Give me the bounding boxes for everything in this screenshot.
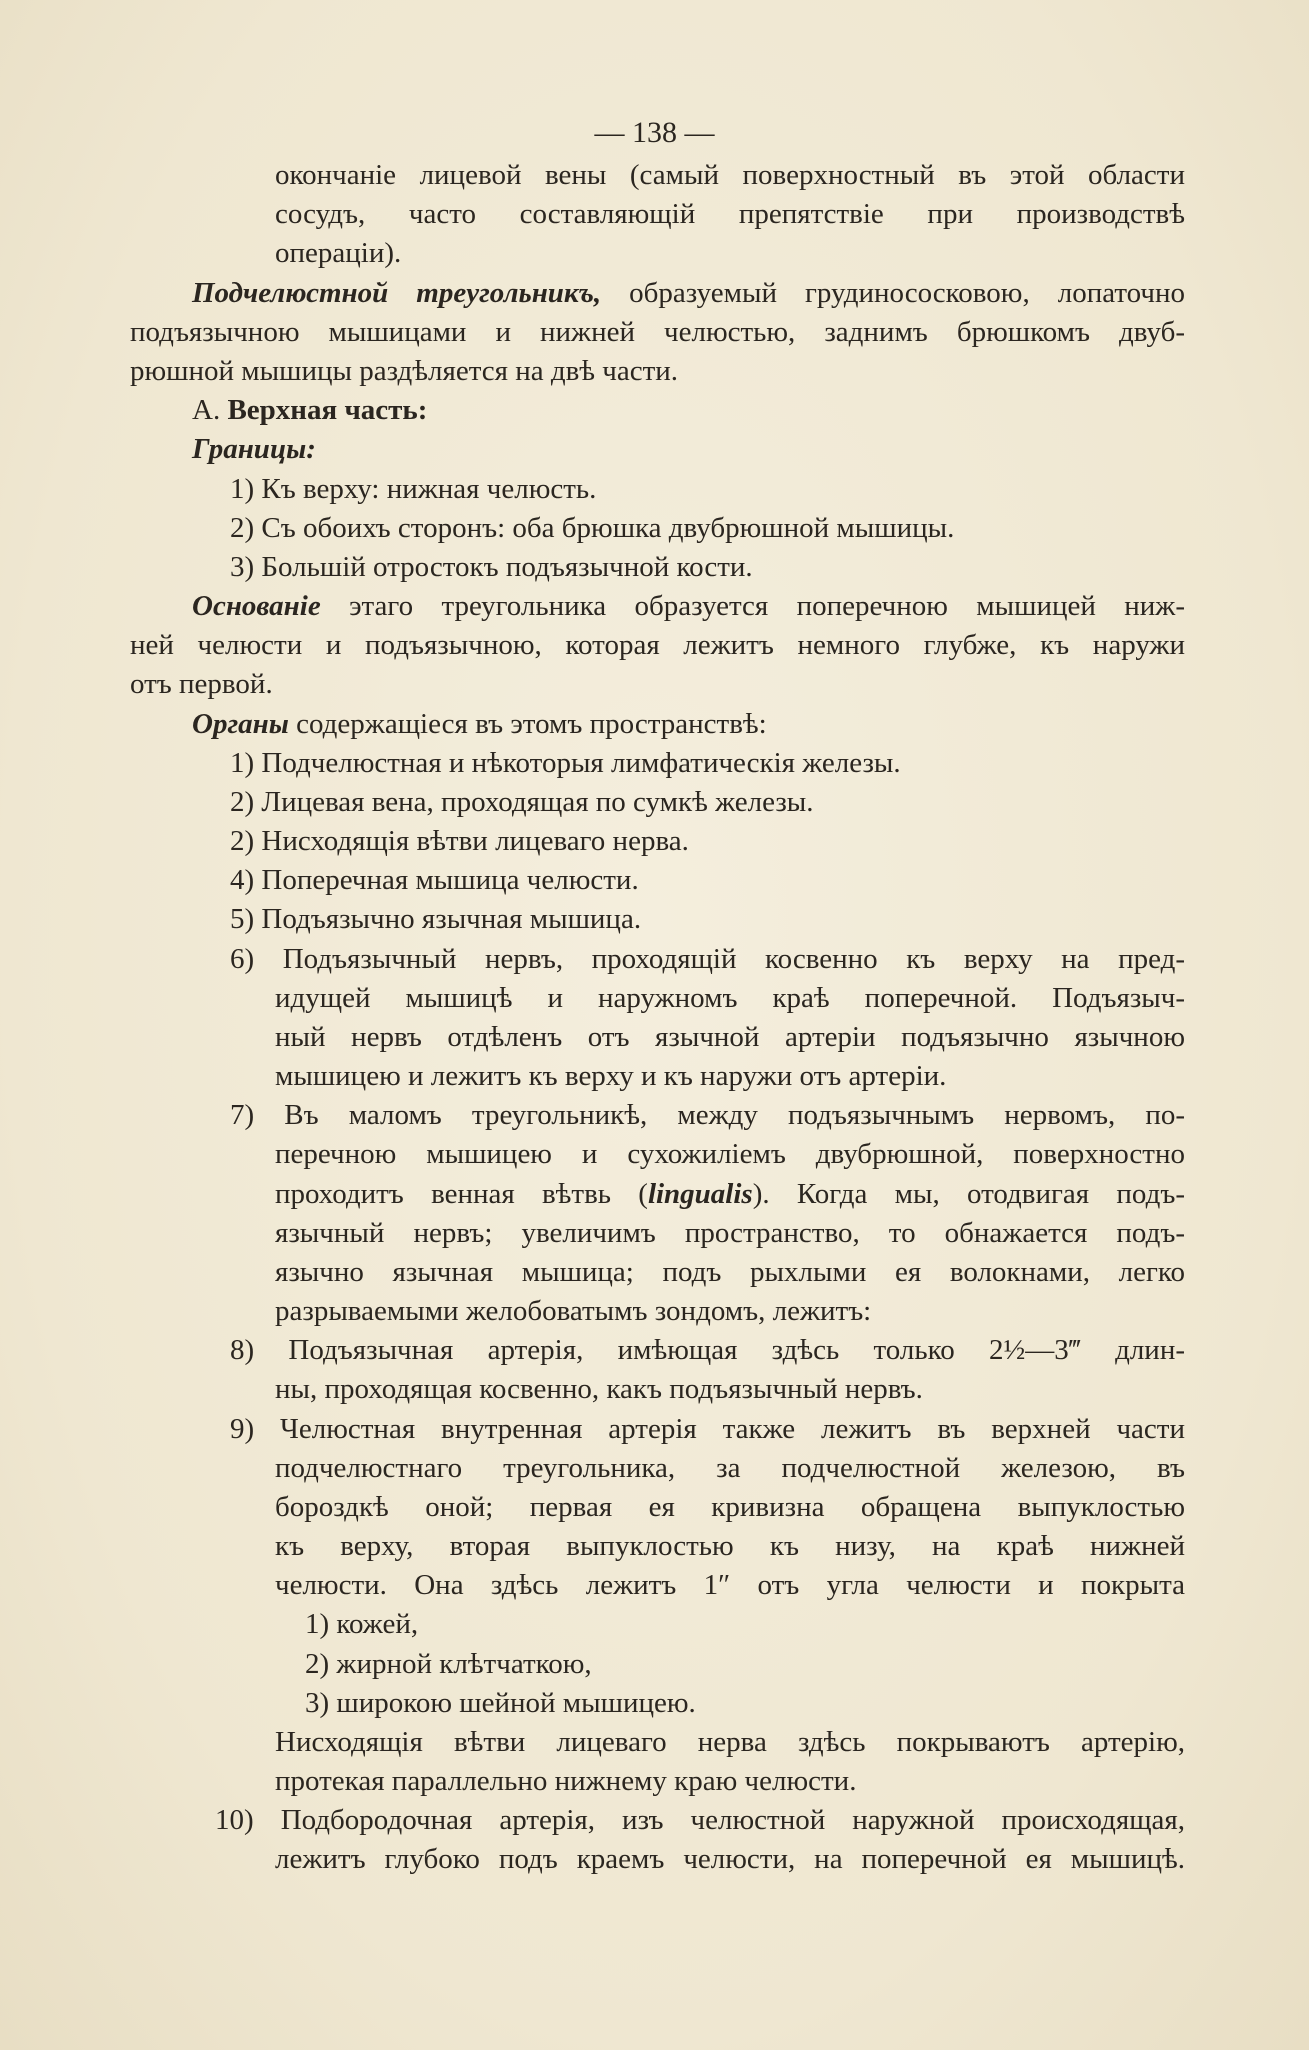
text-line bbox=[275, 195, 1185, 234]
text-line bbox=[275, 1292, 1075, 1331]
text-run: ный нервъ отдѣленъ отъ язычной артеріи подъязычно язычною bbox=[275, 1021, 1185, 1053]
text-run: 3) широкою шейной мышицею. bbox=[305, 1687, 696, 1719]
text-line bbox=[275, 1370, 1125, 1409]
text-run: отъ первой. bbox=[130, 668, 273, 700]
italic-term: Органы bbox=[192, 708, 289, 740]
text-line bbox=[130, 352, 830, 391]
text-run: идущей мышицѣ и наружномъ краѣ поперечной. Подъязыч- bbox=[275, 982, 1185, 1014]
text-line bbox=[275, 1057, 1125, 1096]
text-run: ). Когда мы, отодвигая подъ- bbox=[752, 1178, 1185, 1210]
italic-term: lingualis bbox=[647, 1178, 753, 1210]
text-line bbox=[275, 1449, 1185, 1488]
text-run: 1) Подчелюстная и нѣкоторыя лимфатическія железы. bbox=[230, 747, 901, 779]
text-line bbox=[230, 548, 1030, 587]
text-line bbox=[275, 1566, 1185, 1605]
text-run: 1) Къ верху: нижная челюсть. bbox=[230, 473, 597, 505]
page-number: — 138 — bbox=[594, 116, 715, 149]
text-run: рюшной мышицы раздѣляется на двѣ части. bbox=[130, 355, 679, 387]
text-line bbox=[230, 1096, 1185, 1135]
text-run: 2) жирной клѣтчаткою, bbox=[305, 1648, 592, 1680]
text-line bbox=[305, 1684, 905, 1723]
text-line bbox=[230, 470, 930, 509]
text-line bbox=[230, 744, 1180, 783]
text-run: подъязычною мышицами и нижней челюстью, заднимъ брюшкомъ двуб- bbox=[130, 316, 1185, 348]
text-run: 8) Подъязычная артерія, имѣющая здѣсь только 2½—3‴ длин- bbox=[230, 1334, 1185, 1366]
text-line bbox=[130, 665, 430, 704]
text-run: протекая параллельно нижнему краю челюсти. bbox=[275, 1765, 857, 1797]
text-line bbox=[275, 1527, 1185, 1566]
text-run: перечною мышицею и сухожиліемъ двубрюшной, поверхностно bbox=[275, 1138, 1185, 1170]
text-run: Нисходящія вѣтви лицеваго нерва здѣсь покрываютъ артерію, bbox=[275, 1726, 1185, 1758]
text-line bbox=[130, 626, 1185, 665]
text-line bbox=[275, 1018, 1185, 1057]
text-run: 2) Съ обоихъ сторонъ: оба брюшка двубрюшной мышицы. bbox=[230, 512, 955, 544]
text-line bbox=[192, 274, 1185, 313]
text-run: A. bbox=[192, 394, 228, 426]
text-line bbox=[230, 822, 1130, 861]
text-run: образуемый грудинососковою, лопаточно bbox=[601, 277, 1185, 309]
text-line bbox=[192, 705, 1092, 744]
text-line bbox=[192, 587, 1185, 626]
text-run: 1) кожей, bbox=[305, 1608, 419, 1640]
italic-term: Границы: bbox=[192, 433, 316, 465]
text-run: 2) Лицевая вена, проходящая по сумкѣ железы. bbox=[230, 786, 814, 818]
text-line bbox=[275, 1135, 1185, 1174]
text-run: содержащіеся въ этомъ пространствѣ: bbox=[288, 708, 767, 740]
text-run: челюсти. Она здѣсь лежитъ 1″ отъ угла челюсти и покрыта bbox=[275, 1569, 1185, 1601]
text-run: операціи). bbox=[275, 237, 402, 269]
text-run: разрываемыми желобоватымъ зондомъ, лежитъ: bbox=[275, 1295, 872, 1327]
text-line bbox=[275, 1214, 1185, 1253]
text-run: лежитъ глубоко подъ краемъ челюсти, на поперечной ея мышицѣ. bbox=[275, 1843, 1185, 1875]
text-line bbox=[230, 900, 1130, 939]
text-run: сосудъ, часто составляющій препятствіе при производствѣ bbox=[275, 198, 1185, 230]
text-run: къ верху, вторая выпуклостью къ низу, на краѣ нижней bbox=[275, 1530, 1185, 1562]
text-line bbox=[230, 509, 1130, 548]
text-run: подчелюстнаго треугольника, за подчелюстной железою, въ bbox=[275, 1452, 1185, 1484]
bold-heading: Верхная часть: bbox=[227, 394, 428, 426]
text-line bbox=[275, 1723, 1185, 1762]
text-run: мышицею и лежитъ къ верху и къ наружи отъ артеріи. bbox=[275, 1060, 947, 1092]
text-run: язычно язычная мышица; подъ рыхлыми ея волокнами, легко bbox=[275, 1256, 1185, 1288]
text-line bbox=[305, 1645, 805, 1684]
text-line bbox=[275, 234, 575, 273]
text-line bbox=[275, 1253, 1185, 1292]
text-run: 9) Челюстная внутренная артерія также лежитъ въ верхней части bbox=[230, 1413, 1185, 1445]
text-line bbox=[275, 1488, 1185, 1527]
text-run: этаго треугольника образуется поперечною мышицей ниж- bbox=[320, 590, 1185, 622]
text-line bbox=[230, 1331, 1185, 1370]
text-run: 5) Подъязычно язычная мышица. bbox=[230, 903, 642, 935]
text-run: 4) Поперечная мышица челюсти. bbox=[230, 864, 639, 896]
text-run: 6) Подъязычный нервъ, проходящій косвенно къ верху на пред- bbox=[230, 943, 1185, 975]
text-line bbox=[305, 1605, 805, 1644]
text-line bbox=[130, 313, 1185, 352]
text-line bbox=[192, 391, 692, 430]
text-run: 10) Подбородочная артерія, изъ челюстной наружной происходящая, bbox=[215, 1804, 1185, 1836]
text-run: окончаніе лицевой вены (самый поверхностный въ этой области bbox=[275, 159, 1185, 191]
text-run: ней челюсти и подъязычною, которая лежитъ немного глубже, къ наружи bbox=[130, 629, 1185, 661]
text-line bbox=[275, 156, 1185, 195]
text-run: язычный нервъ; увеличимъ пространство, то обнажается подъ- bbox=[275, 1217, 1185, 1249]
text-line bbox=[215, 1801, 1185, 1840]
text-line bbox=[230, 783, 1130, 822]
text-line bbox=[275, 1840, 1185, 1879]
italic-term: Основаніе bbox=[192, 590, 321, 622]
text-run: ны, проходящая косвенно, какъ подъязычный нервъ. bbox=[275, 1373, 923, 1405]
text-line bbox=[275, 1762, 1125, 1801]
text-line bbox=[275, 1175, 1185, 1214]
text-line bbox=[230, 1410, 1185, 1449]
italic-term: Подчелюстной треугольникъ, bbox=[192, 277, 602, 309]
text-line bbox=[230, 861, 1130, 900]
text-run: бороздкѣ оной; первая ея кривизна обращена выпуклостью bbox=[275, 1491, 1185, 1523]
text-run: проходитъ венная вѣтвь ( bbox=[275, 1178, 648, 1210]
text-line bbox=[192, 430, 492, 469]
text-run: 7) Въ маломъ треугольникѣ, между подъязычнымъ нервомъ, по- bbox=[230, 1099, 1185, 1131]
text-line bbox=[230, 940, 1185, 979]
text-run: 2) Нисходящія вѣтви лицеваго нерва. bbox=[230, 825, 689, 857]
text-line bbox=[275, 979, 1185, 1018]
text-run: 3) Большій отростокъ подъязычной кости. bbox=[230, 551, 753, 583]
